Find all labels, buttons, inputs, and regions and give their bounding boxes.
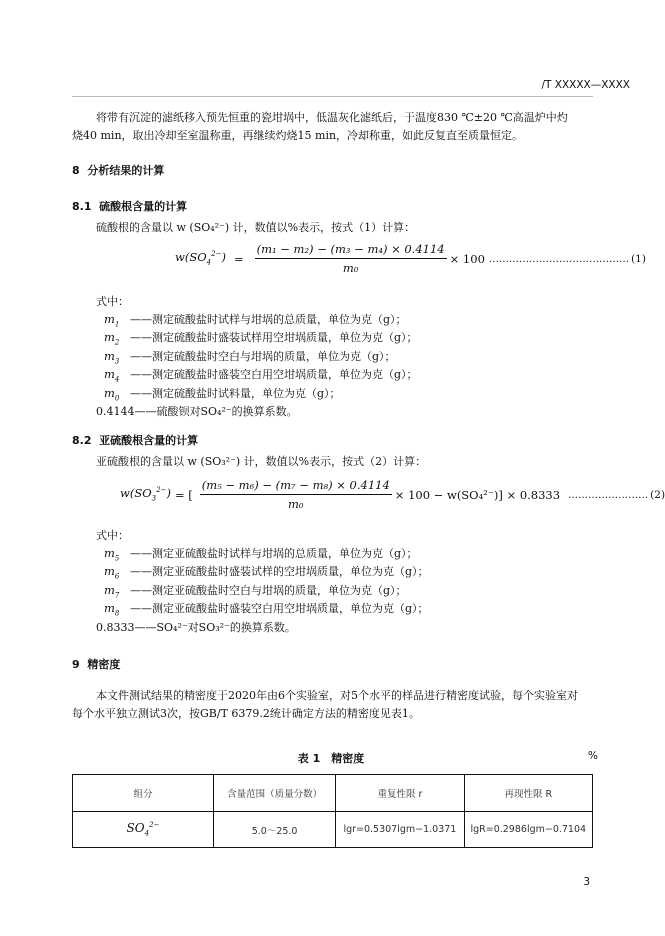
table-cell-component [73, 812, 214, 848]
section-8-heading [72, 162, 164, 178]
section-9-title: 精密度 [87, 658, 121, 671]
definition-text: ——测定硫酸盐时盛装试样用空坩埚质量，单位为克（g）； [130, 331, 418, 345]
page-number: 3 [583, 876, 590, 888]
formula-2-leader: ........................ [568, 488, 649, 501]
formula-2-equals: = [ [174, 487, 193, 502]
formula-1-denominator: m₀ [342, 261, 359, 275]
table-row [73, 812, 593, 848]
sulfate-ion: $SO_4^{2-}$ [126, 821, 160, 838]
definition-symbol: $m_0$ [104, 385, 120, 402]
precision-table [72, 774, 593, 848]
section-8-1-intro: 硫酸根的含量以 w (SO₄²⁻) 计，数值以%表示，按式（1）计算： [96, 221, 416, 234]
definition-symbol: $m_7$ [104, 582, 120, 600]
section-8-1-heading [72, 198, 187, 214]
definition-text: ——测定硫酸盐时空白与坩埚的质量，单位为克（g）； [130, 349, 396, 363]
section-8-2-heading [72, 432, 198, 448]
intro-line-2: 烧40 min，取出冷却至室温称重，再继续灼烧15 min，冷却称重，如此反复直至质量恒定。 [72, 129, 524, 142]
section-8-1-number: 8.1 [72, 200, 92, 213]
definition-text: ——测定硫酸盐时盛装空白用空坩埚质量，单位为克（g）； [130, 368, 418, 382]
definition-symbol: $m_2$ [104, 330, 120, 347]
section-8-number: 8 [72, 164, 80, 177]
section-8-title: 分析结果的计算 [87, 164, 165, 177]
formula-2-label: (2) [650, 488, 665, 501]
intro-line-1: 将带有沉淀的滤纸移入预先恒重的瓷坩埚中，低温灰化滤纸后，于温度830 ℃±20 ℃高温炉中灼 [96, 111, 568, 124]
formula-2-lhs: $w(SO_3^{2-})$ [120, 486, 171, 503]
section-8-2-title: 亚硫酸根含量的计算 [99, 434, 199, 447]
where-label-1: 式中： [96, 295, 129, 308]
formula-2-fraction [200, 478, 392, 511]
factor-note-1: 0.4144——硫酸钡对SO₄²⁻的换算系数。 [96, 405, 298, 418]
header-divider [72, 96, 593, 97]
formula-2-denominator: m₀ [288, 497, 304, 511]
formula-1-leader: .......................................... [488, 252, 630, 265]
table-header-reproducibility: 再现性限 R [464, 775, 592, 812]
table-header-repeatability: 重复性限 r [336, 775, 464, 812]
table-header-range: 含量范围（质量分数） [213, 775, 335, 812]
definition-text: ——测定亚硫酸盐时试样与坩埚的总质量，单位为克（g）； [130, 547, 418, 560]
formula-1-equals: = [233, 251, 244, 266]
definition-symbol: $m_1$ [104, 312, 120, 329]
definition-text: ——测定硫酸盐时试样与坩埚的总质量，单位为克（g）； [130, 313, 407, 326]
definition-symbol: $m_8$ [104, 601, 120, 618]
definition-text: ——测定亚硫酸盐时盛装空白用空坩埚质量，单位为克（g）； [130, 602, 429, 616]
formula-1-tail: × 100 [449, 251, 485, 266]
definition-symbol: $m_6$ [104, 564, 120, 581]
definition-symbol: $m_3$ [104, 348, 120, 366]
formula-1-numerator: (m₁ − m₂) − (m₃ − m₄) × 0.4114 [255, 242, 447, 259]
definition-symbol: $m_4$ [104, 367, 120, 384]
definition-text: ——测定硫酸盐时试料量，单位为克（g）； [130, 386, 341, 400]
section-8-2-number: 8.2 [72, 434, 92, 447]
formula-1-label: (1) [631, 252, 646, 265]
table-1-unit: % [588, 750, 598, 762]
table-cell-R: lgR=0.2986lgm−0.7104 [464, 812, 592, 848]
definition-text: ——测定亚硫酸盐时盛装试样的空坩埚质量，单位为克（g）； [130, 565, 429, 579]
section-9-line-2: 每个水平独立测试3次，按GB/T 6379.2统计确定方法的精密度见表1。 [72, 707, 420, 720]
formula-2-numerator: (m₅ − m₆) − (m₇ − m₈) × 0.4114 [200, 478, 392, 495]
where-label-2: 式中： [96, 529, 129, 542]
formula-1-fraction [255, 242, 447, 275]
definition-text: ——测定亚硫酸盐时空白与坩埚的质量，单位为克（g）； [130, 583, 407, 597]
section-9-line-1: 本文件测试结果的精密度于2020年由6个实验室，对5个水平的样品进行精密度试验，每个实验室对 [96, 689, 578, 702]
definition-symbol: $m_5$ [104, 546, 120, 563]
section-8-1-title: 硫酸根含量的计算 [99, 200, 188, 213]
table-1-caption: 表 1 精密度 [297, 752, 365, 765]
standard-number: /T XXXXX—XXXX [541, 79, 630, 91]
formula-2 [120, 478, 665, 511]
table-cell-range: 5.0～25.0 [213, 812, 335, 848]
section-9-number: 9 [72, 658, 80, 671]
table-header-row [73, 775, 593, 812]
formula-1-lhs: $w(SO_4^{2-})$ [175, 250, 226, 267]
formula-2-mid: × 100 − w(SO₄²⁻)] × 0.8333 [394, 487, 561, 502]
factor-note-2: 0.8333——SO₄²⁻对SO₃²⁻的换算系数。 [96, 621, 296, 634]
table-header-component: 组分 [73, 775, 214, 812]
section-9-heading [72, 656, 120, 672]
formula-1 [175, 242, 646, 275]
table-cell-r: lgr=0.5307lgm−1.0371 [336, 812, 464, 848]
section-8-2-intro: 亚硫酸根的含量以 w (SO₃²⁻) 计，数值以%表示，按式（2）计算： [96, 455, 427, 468]
